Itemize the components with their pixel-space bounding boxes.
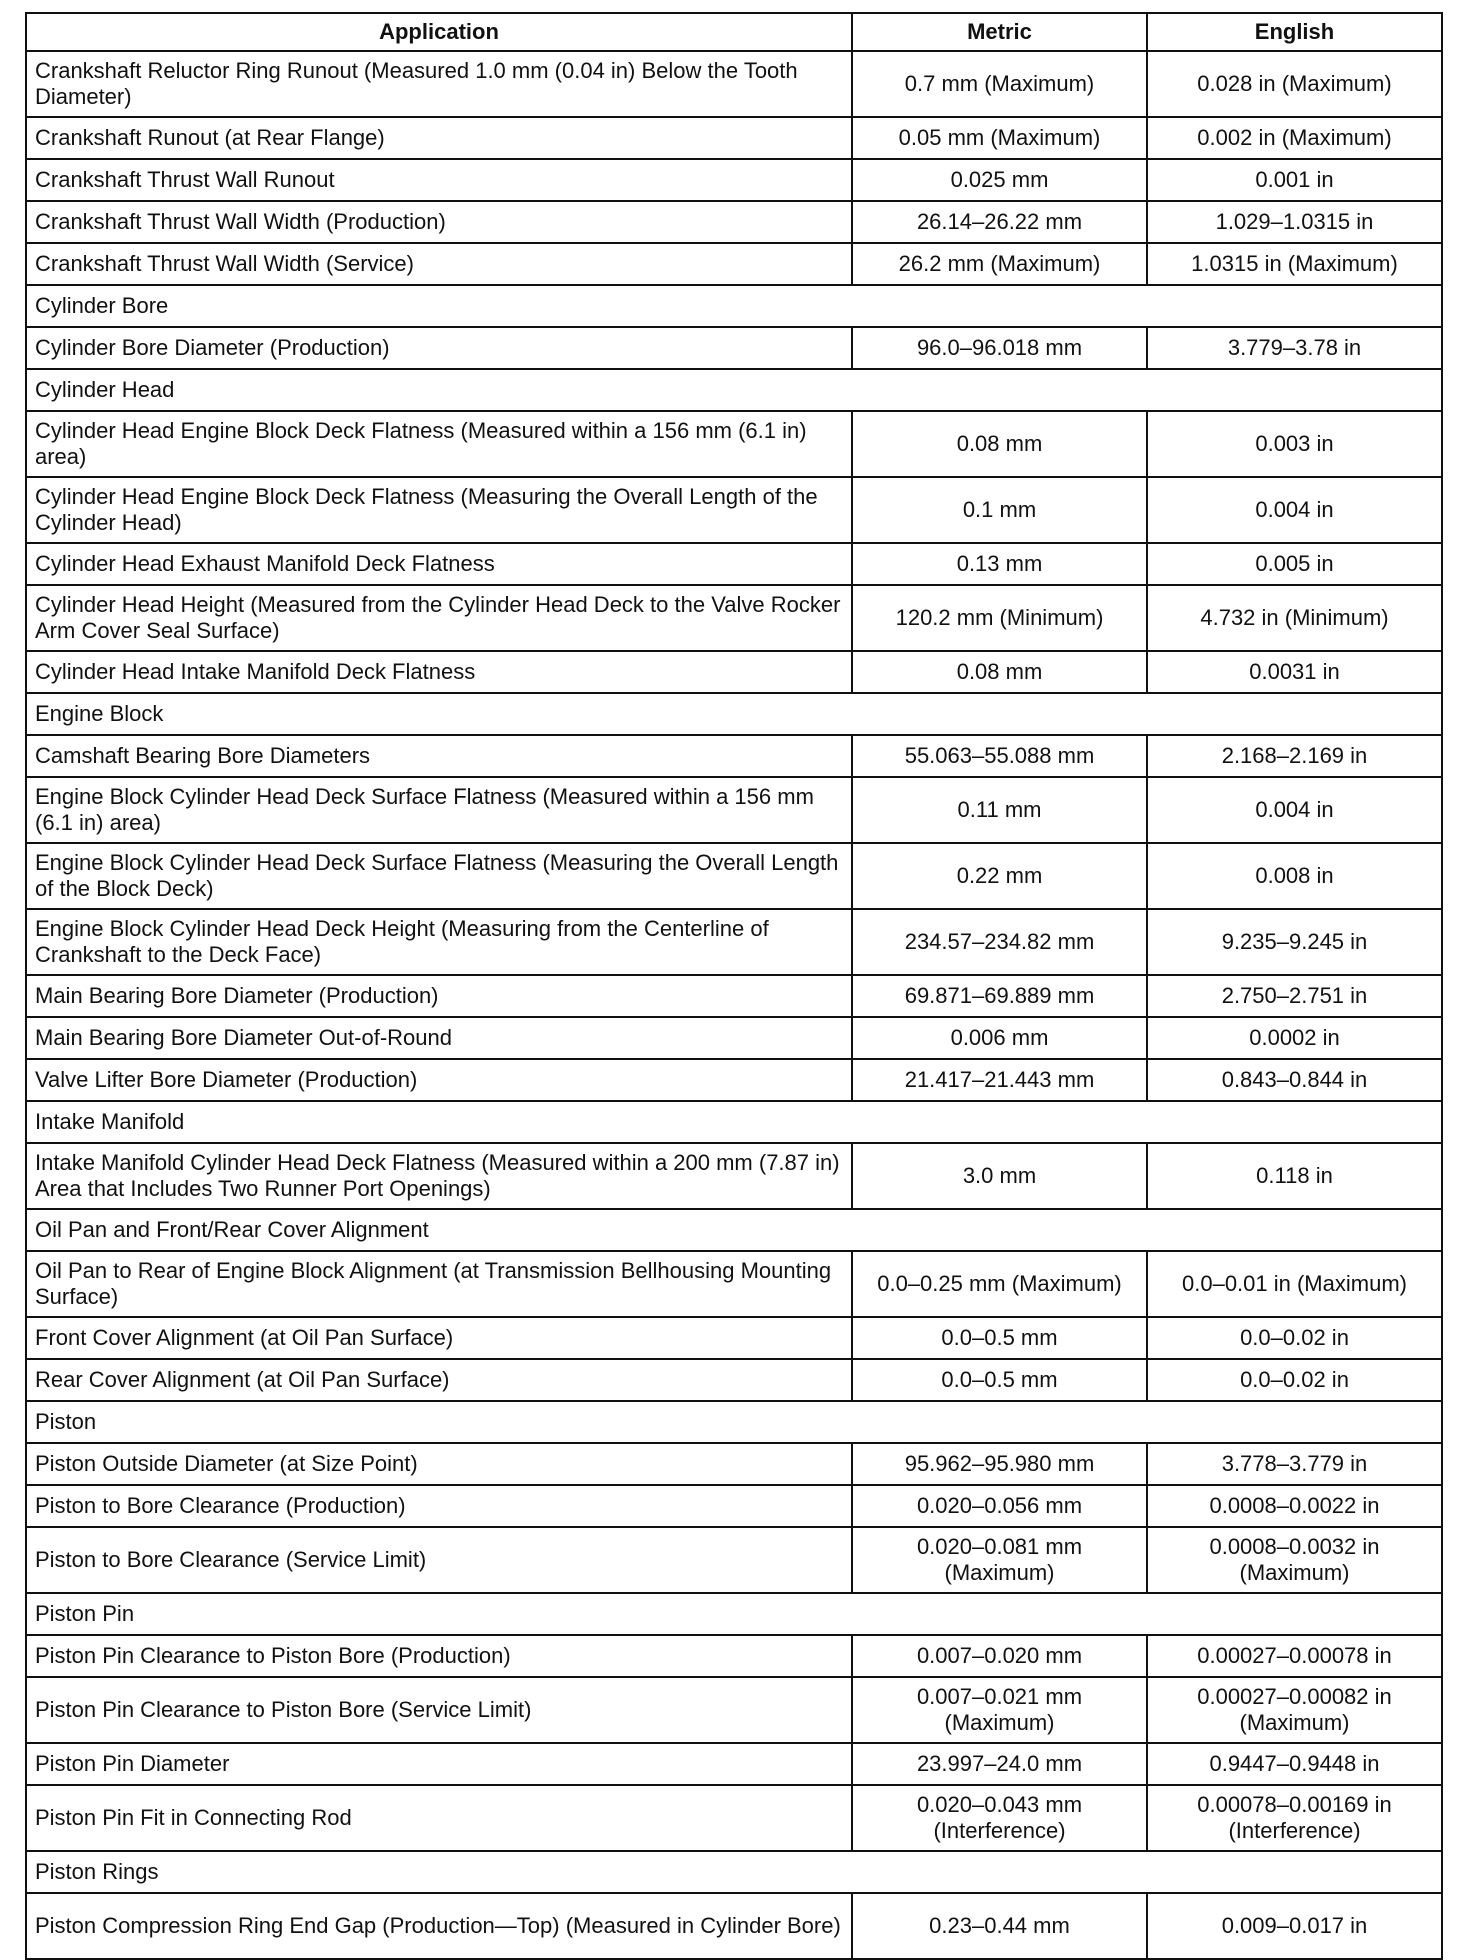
english-cell: 0.004 in	[1147, 477, 1442, 543]
table-row	[26, 51, 1442, 117]
english-cell: 0.0–0.01 in (Maximum)	[1147, 1251, 1442, 1317]
table-row	[26, 1635, 1442, 1677]
metric-cell: 0.08 mm	[852, 411, 1147, 477]
metric-cell: 120.2 mm (Minimum)	[852, 585, 1147, 651]
application-cell: Cylinder Head Height (Measured from the Cylinder Head Deck to the Valve Rocker Arm Cover Seal Surface)	[26, 585, 852, 651]
metric-cell: 0.007–0.021 mm (Maximum)	[852, 1677, 1147, 1743]
application-cell: Main Bearing Bore Diameter (Production)	[26, 975, 852, 1017]
metric-cell: 0.0–0.25 mm (Maximum)	[852, 1251, 1147, 1317]
english-cell: 0.001 in	[1147, 159, 1442, 201]
application-cell: Cylinder Head Engine Block Deck Flatness (Measuring the Overall Length of the Cylinder Head)	[26, 477, 852, 543]
metric-cell: 0.0–0.5 mm	[852, 1359, 1147, 1401]
table-row	[26, 1785, 1442, 1851]
english-cell: 0.0–0.02 in	[1147, 1317, 1442, 1359]
application-cell: Piston Outside Diameter (at Size Point)	[26, 1443, 852, 1485]
metric-cell: 55.063–55.088 mm	[852, 735, 1147, 777]
application-cell: Piston Pin Clearance to Piston Bore (Production)	[26, 1635, 852, 1677]
english-cell: 0.004 in	[1147, 777, 1442, 843]
section-row	[26, 1851, 1442, 1893]
metric-cell: 0.025 mm	[852, 159, 1147, 201]
table-row	[26, 909, 1442, 975]
metric-cell: 0.7 mm (Maximum)	[852, 51, 1147, 117]
english-cell: 0.00027–0.00078 in	[1147, 1635, 1442, 1677]
english-cell: 3.778–3.779 in	[1147, 1443, 1442, 1485]
section-label: Piston Rings	[26, 1851, 1442, 1893]
table-row	[26, 1893, 1442, 1959]
section-label: Intake Manifold	[26, 1101, 1442, 1143]
application-cell: Crankshaft Thrust Wall Width (Production)	[26, 201, 852, 243]
table-row	[26, 543, 1442, 585]
metric-cell: 0.05 mm (Maximum)	[852, 117, 1147, 159]
english-cell: 3.779–3.78 in	[1147, 327, 1442, 369]
section-label: Engine Block	[26, 693, 1442, 735]
application-cell: Piston Compression Ring End Gap (Production—Top) (Measured in Cylinder Bore)	[26, 1893, 852, 1959]
table-row	[26, 1527, 1442, 1593]
section-row	[26, 1593, 1442, 1635]
metric-cell: 0.23–0.44 mm	[852, 1893, 1147, 1959]
english-cell: 9.235–9.245 in	[1147, 909, 1442, 975]
table-row	[26, 1677, 1442, 1743]
table-row	[26, 651, 1442, 693]
metric-cell: 0.0–0.5 mm	[852, 1317, 1147, 1359]
table-row	[26, 843, 1442, 909]
metric-cell: 96.0–96.018 mm	[852, 327, 1147, 369]
metric-cell: 0.007–0.020 mm	[852, 1635, 1147, 1677]
section-row	[26, 1101, 1442, 1143]
english-cell: 1.029–1.0315 in	[1147, 201, 1442, 243]
application-cell: Engine Block Cylinder Head Deck Surface Flatness (Measured within a 156 mm (6.1 in) area)	[26, 777, 852, 843]
english-cell: 2.168–2.169 in	[1147, 735, 1442, 777]
english-cell: 0.118 in	[1147, 1143, 1442, 1209]
metric-cell: 0.1 mm	[852, 477, 1147, 543]
english-cell: 0.028 in (Maximum)	[1147, 51, 1442, 117]
application-cell: Rear Cover Alignment (at Oil Pan Surface)	[26, 1359, 852, 1401]
english-cell: 0.0008–0.0022 in	[1147, 1485, 1442, 1527]
header-row	[26, 13, 1442, 51]
application-cell: Crankshaft Reluctor Ring Runout (Measured 1.0 mm (0.04 in) Below the Tooth Diameter)	[26, 51, 852, 117]
application-cell: Crankshaft Thrust Wall Width (Service)	[26, 243, 852, 285]
section-label: Piston Pin	[26, 1593, 1442, 1635]
metric-cell: 26.2 mm (Maximum)	[852, 243, 1147, 285]
table-row	[26, 201, 1442, 243]
section-row	[26, 285, 1442, 327]
header-english: English	[1147, 13, 1442, 51]
table-row	[26, 1017, 1442, 1059]
application-cell: Piston Pin Clearance to Piston Bore (Service Limit)	[26, 1677, 852, 1743]
section-label: Cylinder Bore	[26, 285, 1442, 327]
header-application: Application	[26, 13, 852, 51]
metric-cell: 26.14–26.22 mm	[852, 201, 1147, 243]
application-cell: Cylinder Head Engine Block Deck Flatness (Measured within a 156 mm (6.1 in) area)	[26, 411, 852, 477]
english-cell: 0.0002 in	[1147, 1017, 1442, 1059]
metric-cell: 0.13 mm	[852, 543, 1147, 585]
application-cell: Piston Pin Diameter	[26, 1743, 852, 1785]
metric-cell: 0.020–0.043 mm (Interference)	[852, 1785, 1147, 1851]
english-cell: 1.0315 in (Maximum)	[1147, 243, 1442, 285]
section-label: Cylinder Head	[26, 369, 1442, 411]
metric-cell: 0.22 mm	[852, 843, 1147, 909]
application-cell: Valve Lifter Bore Diameter (Production)	[26, 1059, 852, 1101]
metric-cell: 0.020–0.056 mm	[852, 1485, 1147, 1527]
application-cell: Camshaft Bearing Bore Diameters	[26, 735, 852, 777]
application-cell: Intake Manifold Cylinder Head Deck Flatness (Measured within a 200 mm (7.87 in) Area that Includes Two Runner Port Openings)	[26, 1143, 852, 1209]
table-row	[26, 159, 1442, 201]
application-cell: Piston to Bore Clearance (Production)	[26, 1485, 852, 1527]
english-cell: 0.005 in	[1147, 543, 1442, 585]
metric-cell: 0.08 mm	[852, 651, 1147, 693]
section-row	[26, 693, 1442, 735]
section-label: Oil Pan and Front/Rear Cover Alignment	[26, 1209, 1442, 1251]
english-cell: 0.0–0.02 in	[1147, 1359, 1442, 1401]
table-row	[26, 975, 1442, 1017]
application-cell: Cylinder Head Exhaust Manifold Deck Flatness	[26, 543, 852, 585]
application-cell: Oil Pan to Rear of Engine Block Alignment (at Transmission Bellhousing Mounting Surface)	[26, 1251, 852, 1317]
application-cell: Piston Pin Fit in Connecting Rod	[26, 1785, 852, 1851]
application-cell: Cylinder Head Intake Manifold Deck Flatness	[26, 651, 852, 693]
metric-cell: 0.11 mm	[852, 777, 1147, 843]
application-cell: Crankshaft Thrust Wall Runout	[26, 159, 852, 201]
metric-cell: 69.871–69.889 mm	[852, 975, 1147, 1017]
english-cell: 0.002 in (Maximum)	[1147, 117, 1442, 159]
table-row	[26, 411, 1442, 477]
section-label: Piston	[26, 1401, 1442, 1443]
table-row	[26, 477, 1442, 543]
application-cell: Cylinder Bore Diameter (Production)	[26, 327, 852, 369]
table-row	[26, 585, 1442, 651]
table-row	[26, 1359, 1442, 1401]
metric-cell: 0.020–0.081 mm (Maximum)	[852, 1527, 1147, 1593]
english-cell: 0.003 in	[1147, 411, 1442, 477]
section-row	[26, 1401, 1442, 1443]
table-row	[26, 1143, 1442, 1209]
english-cell: 0.9447–0.9448 in	[1147, 1743, 1442, 1785]
table-row	[26, 327, 1442, 369]
metric-cell: 21.417–21.443 mm	[852, 1059, 1147, 1101]
application-cell: Crankshaft Runout (at Rear Flange)	[26, 117, 852, 159]
specifications-table	[25, 12, 1443, 1960]
english-cell: 0.843–0.844 in	[1147, 1059, 1442, 1101]
metric-cell: 234.57–234.82 mm	[852, 909, 1147, 975]
english-cell: 0.009–0.017 in	[1147, 1893, 1442, 1959]
metric-cell: 95.962–95.980 mm	[852, 1443, 1147, 1485]
table-body	[26, 51, 1442, 1959]
table-row	[26, 1443, 1442, 1485]
table-row	[26, 1743, 1442, 1785]
application-cell: Main Bearing Bore Diameter Out-of-Round	[26, 1017, 852, 1059]
english-cell: 0.00078–0.00169 in (Interference)	[1147, 1785, 1442, 1851]
application-cell: Engine Block Cylinder Head Deck Surface Flatness (Measuring the Overall Length of the Block Deck)	[26, 843, 852, 909]
table-row	[26, 1317, 1442, 1359]
metric-cell: 0.006 mm	[852, 1017, 1147, 1059]
english-cell: 0.0031 in	[1147, 651, 1442, 693]
table-row	[26, 1485, 1442, 1527]
english-cell: 0.00027–0.00082 in (Maximum)	[1147, 1677, 1442, 1743]
english-cell: 0.0008–0.0032 in (Maximum)	[1147, 1527, 1442, 1593]
application-cell: Front Cover Alignment (at Oil Pan Surface)	[26, 1317, 852, 1359]
section-row	[26, 1209, 1442, 1251]
application-cell: Piston to Bore Clearance (Service Limit)	[26, 1527, 852, 1593]
table-row	[26, 735, 1442, 777]
table-row	[26, 777, 1442, 843]
table-row	[26, 1251, 1442, 1317]
application-cell: Engine Block Cylinder Head Deck Height (Measuring from the Centerline of Crankshaft to the Deck Face)	[26, 909, 852, 975]
table-row	[26, 1059, 1442, 1101]
header-metric: Metric	[852, 13, 1147, 51]
metric-cell: 23.997–24.0 mm	[852, 1743, 1147, 1785]
section-row	[26, 369, 1442, 411]
table-row	[26, 243, 1442, 285]
table-row	[26, 117, 1442, 159]
english-cell: 2.750–2.751 in	[1147, 975, 1442, 1017]
metric-cell: 3.0 mm	[852, 1143, 1147, 1209]
english-cell: 4.732 in (Minimum)	[1147, 585, 1442, 651]
english-cell: 0.008 in	[1147, 843, 1442, 909]
